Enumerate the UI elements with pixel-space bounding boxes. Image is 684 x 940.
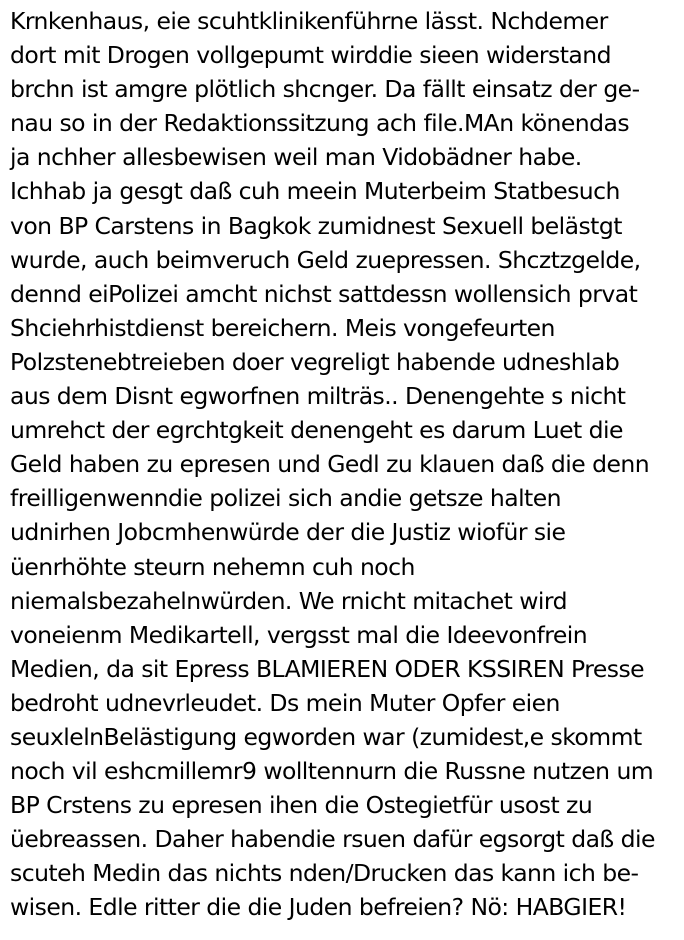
text-line: noch vil eshcmillemr9 wolltennurn die Russne nutzen um bbox=[10, 757, 654, 786]
text-line: voneienm Medikartell, vergsst mal die Ideevonfrein bbox=[10, 620, 588, 649]
text-line: seuxlelnBelästigung egworden war (zumidest,e skommt bbox=[10, 722, 642, 751]
text-line: üebreassen. Daher habendie rsuen dafür egsorgt daß die bbox=[10, 825, 655, 854]
text-line: wisen. Edle ritter die die Juden befreien? Nö: HABGIER! bbox=[10, 893, 627, 922]
text-line: Ichhab ja gesgt daß cuh meein Muterbeim Statbesuch bbox=[10, 177, 620, 206]
text-line: aus dem Disnt egworfnen milträs.. Denengehte s nicht bbox=[10, 382, 626, 411]
text-line: udnirhen Jobcmhenwürde der die Justiz wiofür sie bbox=[10, 518, 566, 547]
body-text bbox=[10, 4, 678, 925]
text-line: dennd eiPolizei amcht nichst sattdessn wollensich prvat bbox=[10, 279, 638, 308]
text-line: üenrhöhte steurn nehemn cuh noch bbox=[10, 552, 415, 581]
text-line: wurde, auch beimveruch Geld zuepressen. Shcztzgelde, bbox=[10, 245, 641, 274]
text-line: Krnkenhaus, eie scuhtklinikenführne lässt. Nchdemer bbox=[10, 7, 608, 35]
text-line: brchn ist amgre plötlich shcnger. Da fällt einsatz der ge- bbox=[10, 75, 640, 104]
text-line: ja nchher allesbewisen weil man Vidobädner habe. bbox=[10, 143, 582, 172]
text-line: freilligenwenndie polizei sich andie getsze halten bbox=[10, 484, 561, 513]
text-line: Geld haben zu epresen und Gedl zu klauen daß die denn bbox=[10, 450, 650, 479]
text-line: von BP Carstens in Bagkok zumidnest Sexuell belästgt bbox=[10, 211, 622, 240]
text-line: scuteh Medin das nichts nden/Drucken das kann ich be- bbox=[10, 859, 639, 888]
text-line: Medien, da sit Epress BLAMIEREN ODER KSSIREN Presse bbox=[10, 654, 645, 683]
text-line: Shciehrhistdienst bereichern. Meis vongefeurten bbox=[10, 313, 555, 342]
text-line: Polzstenebtreieben doer vegreligt habende udneshlab bbox=[10, 347, 620, 376]
text-line: niemalsbezahelnwürden. We rnicht mitachet wird bbox=[10, 586, 567, 615]
text-line: umrehct der egrchtgkeit denengeht es darum Luet die bbox=[10, 416, 623, 445]
text-line: dort mit Drogen vollgepumt wirddie sieen widerstand bbox=[10, 41, 611, 70]
text-line: nau so in der Redaktionssitzung ach file.MAn könendas bbox=[10, 109, 630, 138]
text-line: BP Crstens zu epresen ihen die Ostegietfür usost zu bbox=[10, 791, 593, 820]
text-line: bedroht udnevrleudet. Ds mein Muter Opfer eien bbox=[10, 688, 560, 717]
